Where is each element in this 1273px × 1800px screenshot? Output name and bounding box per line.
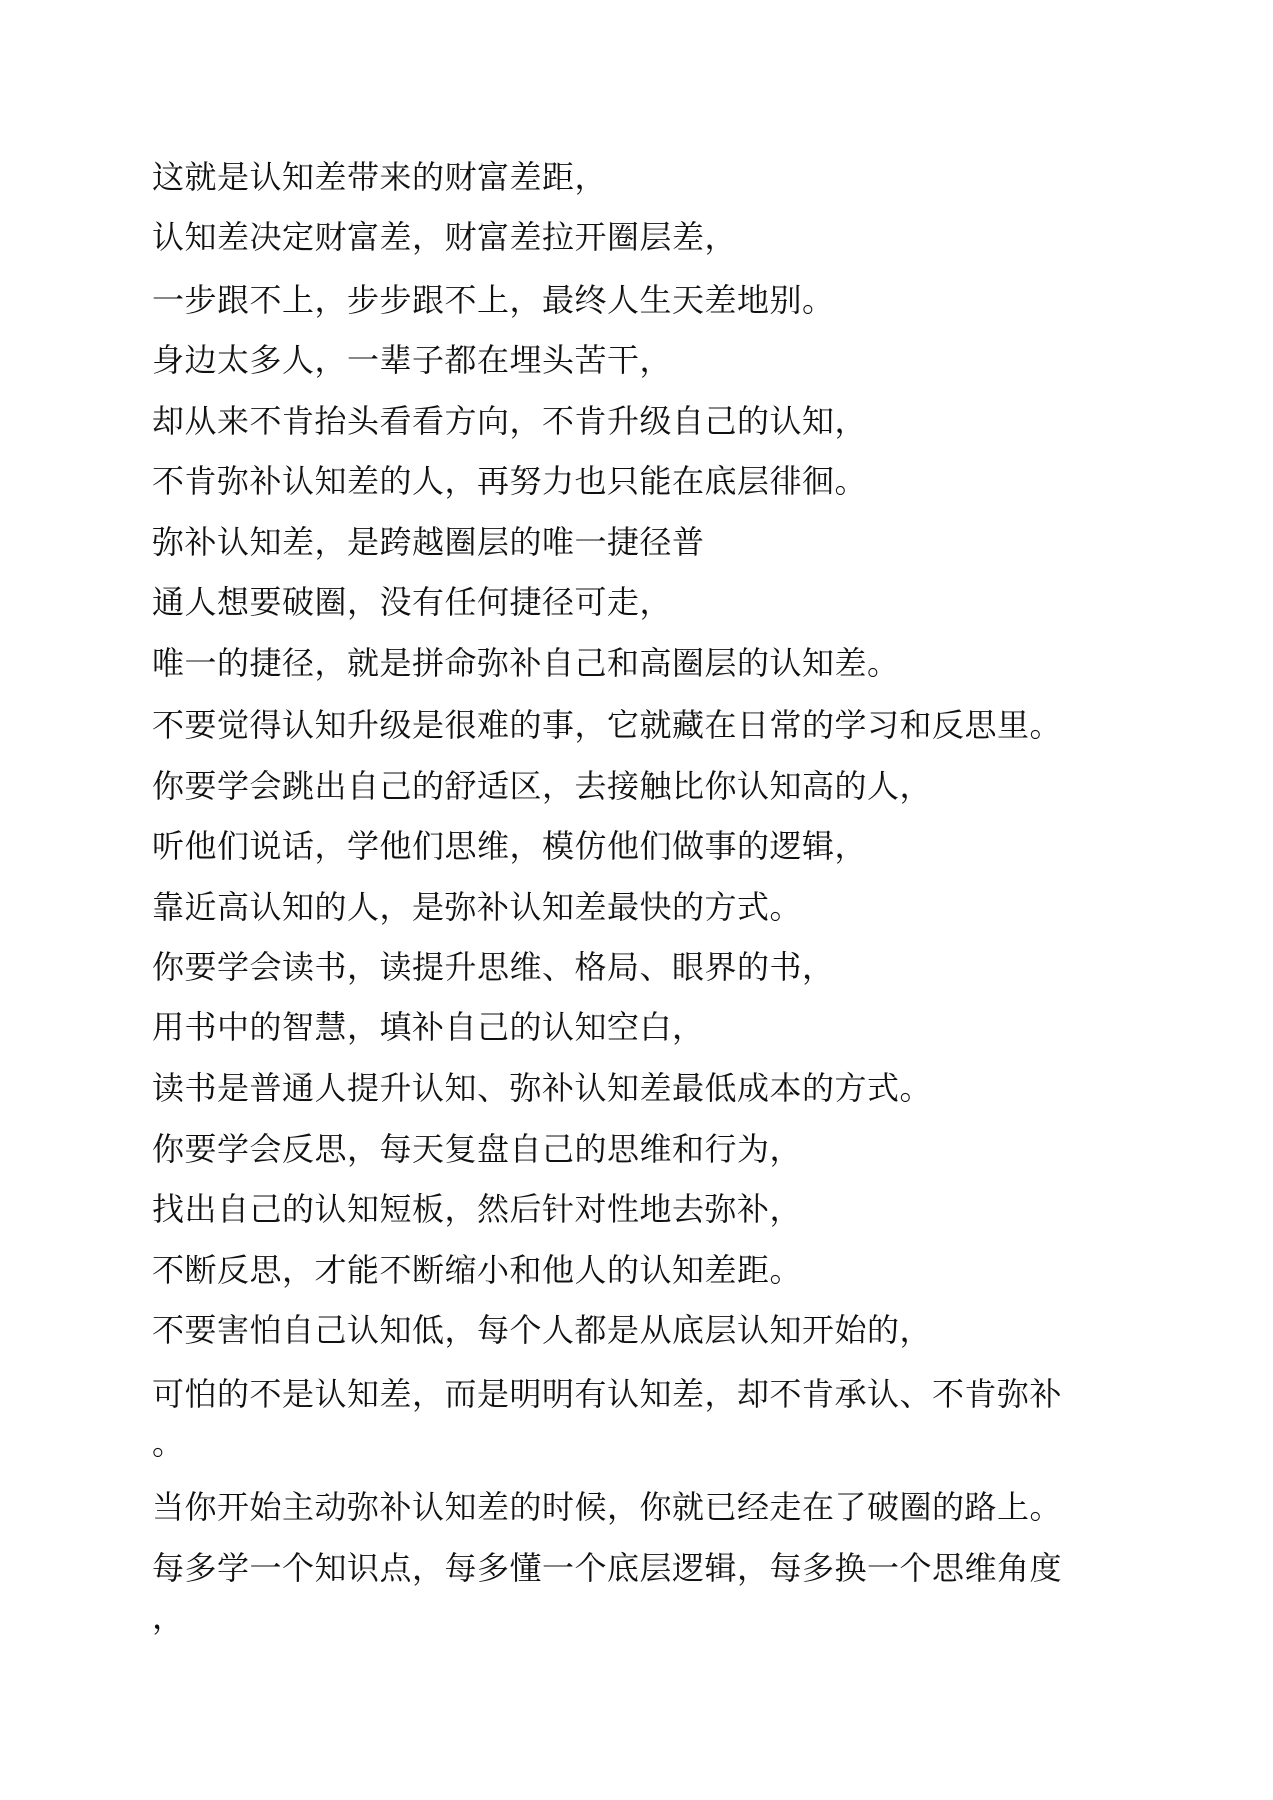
text-line: 用书中的智慧，填补自己的认知空白， xyxy=(152,1008,705,1046)
text-line: 唯一的捷径，就是拼命弥补自己和高圈层的认知差。 xyxy=(152,644,900,682)
text-line: 身边太多人，一辈子都在埋头苦干， xyxy=(152,341,673,379)
text-line: 不肯弥补认知差的人，再努力也只能在底层徘徊。 xyxy=(152,462,868,500)
text-line: 靠近高认知的人，是弥补认知差最快的方式。 xyxy=(152,888,803,926)
text-line: 找出自己的认知短板，然后针对性地去弥补， xyxy=(152,1190,803,1228)
text-line: 却从来不肯抬头看看方向，不肯升级自己的认知， xyxy=(152,402,868,440)
text-line: 不要觉得认知升级是很难的事，它就藏在日常的学习和反思里。 xyxy=(152,706,1063,744)
text-line: 弥补认知差，是跨越圈层的唯一捷径普 xyxy=(152,523,705,561)
text-line: 读书是普通人提升认知、弥补认知差最低成本的方式。 xyxy=(152,1069,933,1107)
text-line: 可怕的不是认知差，而是明明有认知差，却不肯承认、不肯弥补 xyxy=(152,1375,1063,1413)
text-line: 每多学一个知识点，每多懂一个底层逻辑，每多换一个思维角度 xyxy=(152,1549,1063,1587)
text-line: 你要学会跳出自己的舒适区，去接触比你认知高的人， xyxy=(152,767,933,805)
text-line: 听他们说话，学他们思维，模仿他们做事的逻辑， xyxy=(152,827,868,865)
text-line: 一步跟不上，步步跟不上，最终人生天差地别。 xyxy=(152,281,835,319)
text-line: 不要害怕自己认知低，每个人都是从底层认知开始的， xyxy=(152,1311,933,1349)
text-line: 这就是认知差带来的财富差距， xyxy=(152,158,608,196)
text-line: 。 xyxy=(152,1424,185,1462)
text-line: 认知差决定财富差，财富差拉开圈层差， xyxy=(152,218,738,256)
text-line: 你要学会反思，每天复盘自己的思维和行为， xyxy=(152,1130,803,1168)
text-line: 通人想要破圈，没有任何捷径可走， xyxy=(152,583,673,621)
text-line: 不断反思，才能不断缩小和他人的认知差距。 xyxy=(152,1251,803,1289)
text-line: 你要学会读书，读提升思维、格局、眼界的书， xyxy=(152,948,835,986)
text-line: ， xyxy=(152,1598,185,1636)
text-line: 当你开始主动弥补认知差的时候，你就已经走在了破圈的路上。 xyxy=(152,1488,1063,1526)
